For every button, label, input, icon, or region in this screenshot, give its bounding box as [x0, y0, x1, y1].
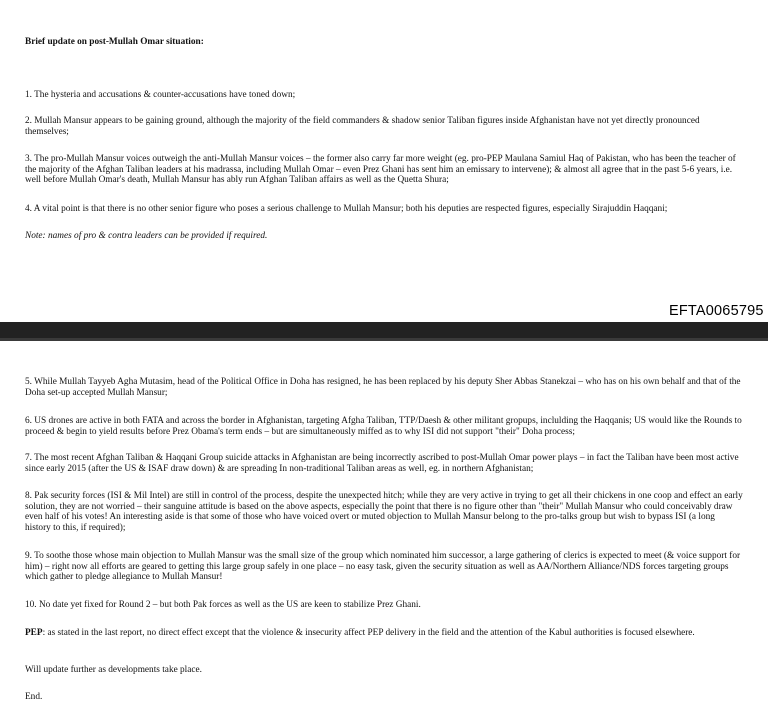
pep-label: PEP — [25, 628, 43, 638]
paragraph-4: 4. A vital point is that there is no other senior figure who poses a serious challenge to Mullah Mansur; both his deputies are respected figures, especially Sirajuddin Haqqani; — [25, 204, 668, 214]
paragraph-3: 3. The pro-Mullah Mansur voices outweigh the anti-Mullah Mansur voices – the former also carry far more weight (eg. pro-PEP Maulana Samiul Haq of Pakistan, who has been the teacher of the majority of the Afghan Taliban leaders at his madrassa, including Mullah Omar – even Prez Ghani has sent him an emissary to intervene); & almost all agree that in the past 5-6 years, i.e. well before Mullah Omar's death, Mullah Mansur has ably run Afghan Taliban affairs as well as the Quetta Shura; — [25, 154, 736, 186]
closing-line: Will update further as developments take place. — [25, 665, 202, 675]
note-text: Note: names of pro & contra leaders can be provided if required. — [25, 231, 268, 241]
paragraph-7: 7. The most recent Afghan Taliban & Haqqani Group suicide attacks in Afghanistan are being incorrectly ascribed to post-Mullah Omar power plays – in fact the Taliban have been most active since early 2015 (after the US & ISAF draw down) & are spreading In non-traditional Taliban areas as well, eg. in northern Afghanistan; — [25, 453, 739, 474]
paragraph-8: 8. Pak security forces (ISI & Mil Intel) are still in control of the process, despite the unexpected hitch; while they are very active in trying to get all their chickens in one coop and effect an early solution, they are not worried – their sanguine attitude is based on the above aspects, especially the point that there is no figure other than "their" Mullah Mansur who could conceivably draw even half of his votes! An interesting aside is that some of those who have voiced overt or muted objection to Mullah Mansur belong to the pro-talks group but wish to bypass ISI (a long history to this, if required); — [25, 491, 743, 533]
document-page-2 — [0, 341, 768, 728]
document-page-1 — [0, 0, 768, 322]
paragraph-5: 5. While Mullah Tayyeb Agha Mutasim, head of the Political Office in Doha has resigned, he has been replaced by his deputy Sher Abbas Stanekzai – who has on his own behalf and that of the Doha set-up accepted Mullah Mansur; — [25, 377, 741, 398]
paragraph-6: 6. US drones are active in both FATA and across the border in Afghanistan, targeting Afgha Taliban, TTP/Daesh & other militant gropups, inclulding the Haqqanis; US would like the Rounds to proceed & begin to yield results before Prez Obama's term ends – but are simultaneously miffed as to why ISI did not support "their" Doha process; — [25, 416, 742, 437]
end-line: End. — [25, 692, 43, 702]
page-break-divider — [0, 322, 768, 341]
document-id-stamp: EFTA0065795 — [669, 303, 764, 319]
paragraph-9: 9. To soothe those whose main objection to Mullah Mansur was the small size of the group which nominated him successor, a large gathering of clerics is expected to meet (& voice support for him) – right now all efforts are geared to getting this large group safely in one place – no easy task, given the security situation as well as AA/Northern Alliance/NDS forces targeting groups which gather to pledge allegiance to Mullah Mansur! — [25, 551, 741, 583]
pep-paragraph — [25, 628, 743, 639]
paragraph-1: 1. The hysteria and accusations & counter-accusations have toned down; — [25, 90, 296, 100]
pep-text: : as stated in the last report, no direct effect except that the violence & insecurity affect PEP delivery in the field and the attention of the Kabul authorities is focused elsewhere. — [42, 628, 695, 638]
paragraph-10: 10. No date yet fixed for Round 2 – but both Pak forces as well as the US are keen to stabilize Prez Ghani. — [25, 600, 421, 610]
paragraph-2: 2. Mullah Mansur appears to be gaining ground, although the majority of the field commanders & shadow senior Taliban figures inside Afghanistan have not yet directly pronounced themselves; — [25, 116, 700, 137]
document-title: Brief update on post-Mullah Omar situation: — [25, 37, 204, 47]
